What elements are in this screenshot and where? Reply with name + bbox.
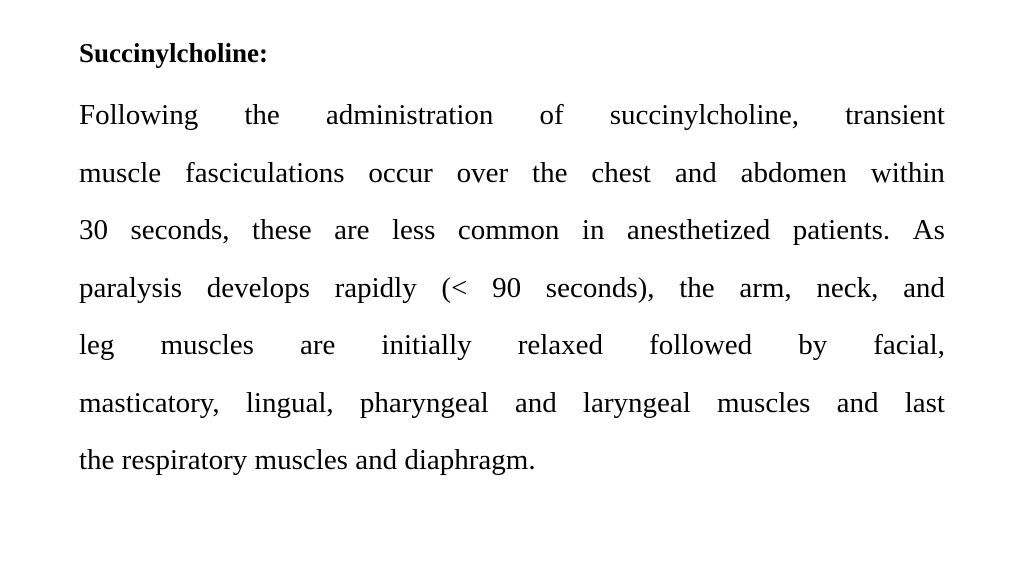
word: within	[870, 156, 945, 189]
paragraph-line	[79, 145, 945, 203]
word: of	[539, 99, 564, 131]
word: paralysis	[79, 271, 183, 304]
word: occur	[368, 156, 433, 189]
word: patients.	[792, 214, 891, 246]
word: last	[904, 386, 945, 419]
word: seconds,	[130, 214, 230, 246]
paragraph-line	[79, 317, 945, 375]
word: and	[903, 271, 945, 304]
word: relaxed	[517, 329, 604, 361]
word: are	[334, 214, 370, 246]
word: lingual,	[245, 386, 334, 419]
word: and	[674, 156, 717, 189]
word: anesthetized	[626, 214, 771, 246]
section-heading: Succinylcholine:	[79, 38, 269, 68]
paragraph-line	[79, 260, 945, 318]
word: neck,	[816, 271, 879, 304]
word: arm,	[739, 271, 792, 304]
paragraph-line-last: the respiratory muscles and diaphragm.	[79, 444, 536, 476]
word: over	[456, 156, 509, 189]
word: Following	[79, 99, 199, 131]
word: less	[391, 214, 436, 246]
word: followed	[649, 329, 753, 361]
word: develops	[206, 271, 310, 304]
word: facial,	[873, 329, 945, 361]
word: and	[514, 386, 557, 419]
word: muscles	[160, 329, 254, 361]
word: As	[912, 214, 945, 246]
word: seconds),	[545, 271, 655, 304]
word: 30	[79, 214, 108, 246]
word: masticatory,	[79, 386, 220, 419]
word: pharyngeal	[359, 386, 489, 419]
word: rapidly	[334, 271, 417, 304]
word: these	[252, 214, 312, 246]
word: muscle	[79, 156, 162, 189]
word: are	[299, 329, 336, 361]
word: common	[457, 214, 560, 246]
word: muscles	[717, 386, 811, 419]
paragraph-line	[79, 87, 945, 145]
word: (<	[441, 271, 468, 304]
word: initially	[381, 329, 472, 361]
word: chest	[591, 156, 651, 189]
word: 90	[492, 271, 522, 304]
word: by	[798, 329, 828, 361]
word: administration	[325, 99, 494, 131]
word: the	[679, 271, 715, 304]
word: the	[244, 99, 280, 131]
word: abdomen	[740, 156, 847, 189]
word: and	[836, 386, 879, 419]
word: laryngeal	[582, 386, 691, 419]
paragraph-line	[79, 202, 945, 260]
word: succinylcholine,	[609, 99, 800, 131]
word: in	[581, 214, 605, 246]
paragraph-line	[79, 375, 945, 433]
word: fasciculations	[185, 156, 345, 189]
word: transient	[845, 99, 945, 131]
word: the	[532, 156, 568, 189]
word: leg	[79, 329, 115, 361]
body-paragraph	[79, 87, 945, 490]
